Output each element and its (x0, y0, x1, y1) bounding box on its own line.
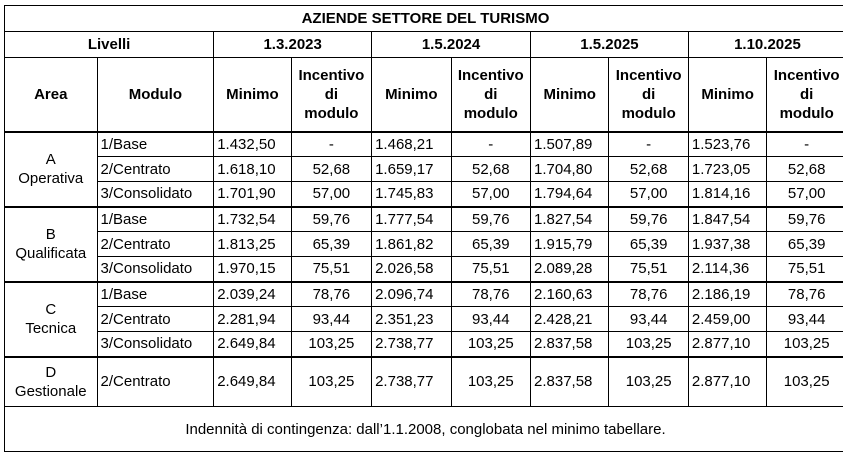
incentivo-cell: 52,68 (291, 157, 371, 182)
incentivo-cell: 65,39 (291, 232, 371, 257)
minimo-cell: 2.186,19 (688, 282, 766, 307)
minimo-cell: 2.026,58 (372, 257, 451, 282)
module-cell: 3/Consolidato (97, 332, 214, 357)
incentivo-cell: 52,68 (767, 157, 843, 182)
module-header: Modulo (97, 58, 214, 132)
minimo-header: Minimo (372, 58, 451, 132)
incentivo-cell: 93,44 (767, 307, 843, 332)
incentivo-cell: 103,25 (291, 357, 371, 407)
incentivo-cell: 59,76 (291, 207, 371, 232)
minimo-cell: 1.745,83 (372, 182, 451, 207)
footer-note: Indennità di contingenza: dall’1.1.2008, conglobata nel minimo tabellare. (5, 407, 843, 452)
module-cell: 2/Centrato (97, 307, 214, 332)
minimo-cell: 2.877,10 (688, 357, 766, 407)
area-letter: C (45, 301, 57, 318)
incentivo-cell: 57,00 (609, 182, 688, 207)
minimo-cell: 1.813,25 (214, 232, 291, 257)
area-name: Gestionale (14, 382, 87, 400)
incentivo-cell: 78,76 (451, 282, 530, 307)
incentivo-header: Incentivo di modulo (451, 58, 530, 132)
minimo-cell: 1.523,76 (688, 132, 766, 157)
module-cell: 1/Base (97, 132, 214, 157)
table-row (5, 132, 843, 157)
date-header: 1.5.2024 (372, 32, 531, 58)
incentivo-header: Incentivo di modulo (767, 58, 843, 132)
minimo-cell: 1.507,89 (531, 132, 609, 157)
minimo-cell: 1.732,54 (214, 207, 291, 232)
area-cell (5, 207, 98, 282)
minimo-cell: 1.814,16 (688, 182, 766, 207)
minimo-cell: 1.723,05 (688, 157, 766, 182)
incentivo-cell: 52,68 (451, 157, 530, 182)
minimo-cell: 1.937,38 (688, 232, 766, 257)
incentivo-cell: 75,51 (609, 257, 688, 282)
table-row (5, 207, 843, 232)
incentivo-cell: 59,76 (451, 207, 530, 232)
incentivo-cell: 93,44 (291, 307, 371, 332)
minimo-header: Minimo (688, 58, 766, 132)
module-cell: 2/Centrato (97, 357, 214, 407)
incentivo-cell: 65,39 (767, 232, 843, 257)
incentivo-cell: 78,76 (609, 282, 688, 307)
incentivo-cell: 103,25 (291, 332, 371, 357)
table-title: AZIENDE SETTORE DEL TURISMO (5, 6, 843, 32)
table-row (5, 257, 843, 282)
salary-table-container (4, 5, 843, 452)
minimo-cell: 2.160,63 (531, 282, 609, 307)
incentivo-cell: 57,00 (291, 182, 371, 207)
footer-row (5, 407, 843, 452)
minimo-header: Minimo (531, 58, 609, 132)
column-header-row (5, 58, 843, 132)
incentivo-cell: 57,00 (767, 182, 843, 207)
incentivo-cell: 103,25 (609, 357, 688, 407)
incentivo-cell: 65,39 (451, 232, 530, 257)
incentivo-cell: 57,00 (451, 182, 530, 207)
table-row (5, 357, 843, 407)
incentivo-cell: - (609, 132, 688, 157)
date-header: 1.3.2023 (214, 32, 372, 58)
incentivo-cell: 103,25 (609, 332, 688, 357)
area-name: Tecnica (25, 320, 77, 337)
minimo-cell: 2.837,58 (531, 357, 609, 407)
minimo-cell: 1.432,50 (214, 132, 291, 157)
minimo-cell: 1.915,79 (531, 232, 609, 257)
incentivo-cell: 52,68 (609, 157, 688, 182)
minimo-cell: 1.827,54 (531, 207, 609, 232)
area-letter: D (45, 363, 57, 381)
module-cell: 2/Centrato (97, 232, 214, 257)
minimo-cell: 2.351,23 (372, 307, 451, 332)
minimo-cell: 2.459,00 (688, 307, 766, 332)
minimo-cell: 2.877,10 (688, 332, 766, 357)
table-row (5, 157, 843, 182)
incentivo-cell: 93,44 (451, 307, 530, 332)
minimo-cell: 2.428,21 (531, 307, 609, 332)
minimo-cell: 2.738,77 (372, 357, 451, 407)
module-cell: 2/Centrato (97, 157, 214, 182)
incentivo-cell: 93,44 (609, 307, 688, 332)
salary-table (4, 5, 843, 452)
date-header: 1.5.2025 (531, 32, 689, 58)
area-name: Qualificata (15, 245, 87, 262)
date-header: 1.10.2025 (688, 32, 843, 58)
title-row (5, 6, 843, 32)
levels-label: Livelli (5, 32, 214, 58)
minimo-cell: 2.089,28 (531, 257, 609, 282)
minimo-cell: 1.970,15 (214, 257, 291, 282)
incentivo-cell: 103,25 (767, 357, 843, 407)
minimo-cell: 2.649,84 (214, 332, 291, 357)
area-header: Area (5, 58, 98, 132)
table-body (5, 132, 843, 407)
minimo-cell: 1.794,64 (531, 182, 609, 207)
incentivo-cell: - (767, 132, 843, 157)
minimo-cell: 2.649,84 (214, 357, 291, 407)
minimo-cell: 2.281,94 (214, 307, 291, 332)
module-cell: 3/Consolidato (97, 257, 214, 282)
minimo-cell: 1.618,10 (214, 157, 291, 182)
area-cell (5, 357, 98, 407)
table-row (5, 182, 843, 207)
incentivo-cell: 103,25 (451, 357, 530, 407)
area-cell (5, 282, 98, 357)
minimo-cell: 1.701,90 (214, 182, 291, 207)
table-row (5, 332, 843, 357)
area-name: Operativa (18, 170, 84, 187)
minimo-cell: 2.114,36 (688, 257, 766, 282)
levels-row (5, 32, 843, 58)
incentivo-cell: 59,76 (767, 207, 843, 232)
incentivo-cell: 78,76 (767, 282, 843, 307)
minimo-cell: 2.039,24 (214, 282, 291, 307)
incentivo-cell: - (291, 132, 371, 157)
area-letter: A (45, 151, 56, 168)
table-row (5, 282, 843, 307)
minimo-cell: 2.096,74 (372, 282, 451, 307)
incentivo-cell: 103,25 (767, 332, 843, 357)
incentivo-header: Incentivo di modulo (291, 58, 371, 132)
incentivo-cell: 75,51 (451, 257, 530, 282)
minimo-cell: 1.468,21 (372, 132, 451, 157)
incentivo-cell: 65,39 (609, 232, 688, 257)
table-row (5, 307, 843, 332)
incentivo-cell: 59,76 (609, 207, 688, 232)
incentivo-cell: 75,51 (291, 257, 371, 282)
minimo-cell: 1.777,54 (372, 207, 451, 232)
minimo-cell: 1.861,82 (372, 232, 451, 257)
incentivo-cell: 78,76 (291, 282, 371, 307)
area-cell (5, 132, 98, 207)
area-letter: B (45, 226, 56, 243)
minimo-cell: 1.659,17 (372, 157, 451, 182)
minimo-cell: 2.837,58 (531, 332, 609, 357)
incentivo-cell: 103,25 (451, 332, 530, 357)
module-cell: 1/Base (97, 282, 214, 307)
incentivo-cell: - (451, 132, 530, 157)
module-cell: 3/Consolidato (97, 182, 214, 207)
minimo-cell: 2.738,77 (372, 332, 451, 357)
minimo-cell: 1.704,80 (531, 157, 609, 182)
table-row (5, 232, 843, 257)
incentivo-header: Incentivo di modulo (609, 58, 688, 132)
module-cell: 1/Base (97, 207, 214, 232)
incentivo-cell: 75,51 (767, 257, 843, 282)
minimo-cell: 1.847,54 (688, 207, 766, 232)
minimo-header: Minimo (214, 58, 291, 132)
